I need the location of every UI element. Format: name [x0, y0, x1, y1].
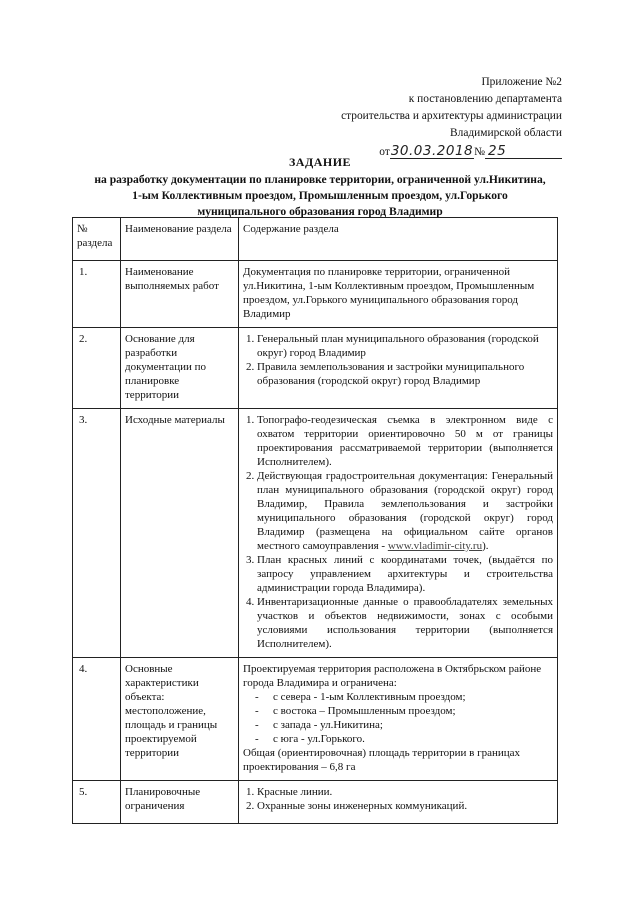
resolution-date: 30.03.2018 — [390, 143, 474, 159]
link-suffix: ). — [482, 540, 489, 552]
list-item: - с юга - ул.Горького. — [255, 732, 553, 746]
list-item: - с севера - 1-ым Коллективным проездом; — [255, 690, 553, 704]
section-number: 1. — [73, 261, 121, 328]
task-table — [72, 217, 558, 824]
list-item: 4. Инвентаризационные данные о правообладателях земельных участков и объектов недвижимости, зонах с особыми условиями использования территории (выполняется Исполнителем). — [257, 595, 553, 651]
list-item: 3. План красных линий с координатами точек, (выдаётся по запросу управлением архитектуры и строительства администрации города Владимира). — [257, 553, 553, 595]
section-name: Основание для разработки документации по планировке территории — [121, 328, 239, 409]
resolution-line: к постановлению департамента — [408, 93, 562, 105]
section-content — [239, 409, 558, 658]
number-prefix: № — [474, 146, 485, 158]
list-item: 2. Правила землепользования и застройки муниципального образования (городской округ) город Владимир — [257, 360, 553, 388]
list-item: 1. Топографо-геодезическая съемка в электронном виде с охватом территории ориентировочно 50 м от границы проектирования рассматриваемой территории (выполняется Исполнителем). — [257, 413, 553, 469]
territory-area: Общая (ориентировочная) площадь территории в границах проектирования – 6,8 га — [243, 747, 521, 773]
list-item: 2. Охранные зоны инженерных коммуникаций. — [257, 799, 553, 813]
title-line-2: 1-ым Коллективным проездом, Промышленным проездом, ул.Горького — [132, 189, 508, 202]
table-row — [73, 328, 558, 409]
table-row — [73, 409, 558, 658]
table-header-row — [73, 218, 558, 261]
region-line: Владимирской области — [450, 127, 562, 139]
header-section-name: Наименование раздела — [121, 218, 239, 261]
table-row — [73, 658, 558, 781]
boundary-list — [243, 690, 553, 746]
document-title — [60, 154, 580, 220]
section-content — [239, 328, 558, 409]
section-name: Исходные материалы — [121, 409, 239, 658]
table-row — [73, 261, 558, 328]
table-row — [73, 781, 558, 824]
section-number: 5. — [73, 781, 121, 824]
section-content — [239, 658, 558, 781]
department-line: строительства и архитектуры администрации — [341, 110, 562, 122]
resolution-number: 25 — [485, 144, 562, 159]
list-item — [257, 469, 553, 553]
title-line-3: муниципального образования город Владимир — [197, 205, 443, 218]
section-number: 4. — [73, 658, 121, 781]
list-item: 1. Красные линии. — [257, 785, 553, 799]
header-section-number: № раздела — [73, 218, 121, 261]
section-number: 2. — [73, 328, 121, 409]
header-section-content: Содержание раздела — [239, 218, 558, 261]
city-site-link[interactable]: www.vladimir-city.ru — [387, 540, 483, 552]
appendix-header — [341, 74, 562, 161]
list-item: - с востока – Промышленным проездом; — [255, 704, 553, 718]
list-item: - с запада - ул.Никитина; — [255, 718, 553, 732]
title-line-1: на разработку документации по планировке территории, ограниченной ул.Никитина, — [94, 173, 546, 186]
section-name: Планировочные ограничения — [121, 781, 239, 824]
section-content: Документация по планировке территории, ограниченной ул.Никитина, 1-ым Коллективным проездом, Промышленным проездом, ул.Горького муниципального образования город Владимир — [239, 261, 558, 328]
section-content — [239, 781, 558, 824]
section-name: Наименование выполняемых работ — [121, 261, 239, 328]
title-heading: ЗАДАНИЕ — [288, 155, 352, 169]
appendix-number: Приложение №2 — [481, 76, 562, 88]
date-prefix: от — [379, 146, 390, 158]
list-item: 1. Генеральный план муниципального образования (городской округ) город Владимир — [257, 332, 553, 360]
list-item-text: Действующая градостроительная документация: Генеральный план муниципального образования (городской округ) город Владимир, Правила землепользования и застройки муниципального образования (городской округ) город Владимир (размещена на официальном сайте органов местного самоуправления - — [257, 470, 553, 552]
territory-intro: Проектируемая территория расположена в Октябрьском районе города Владимира и ограничена: — [243, 663, 542, 689]
section-name: Основные характеристики объекта: местоположение, площадь и границы проектируемой территории — [121, 658, 239, 781]
section-number: 3. — [73, 409, 121, 658]
